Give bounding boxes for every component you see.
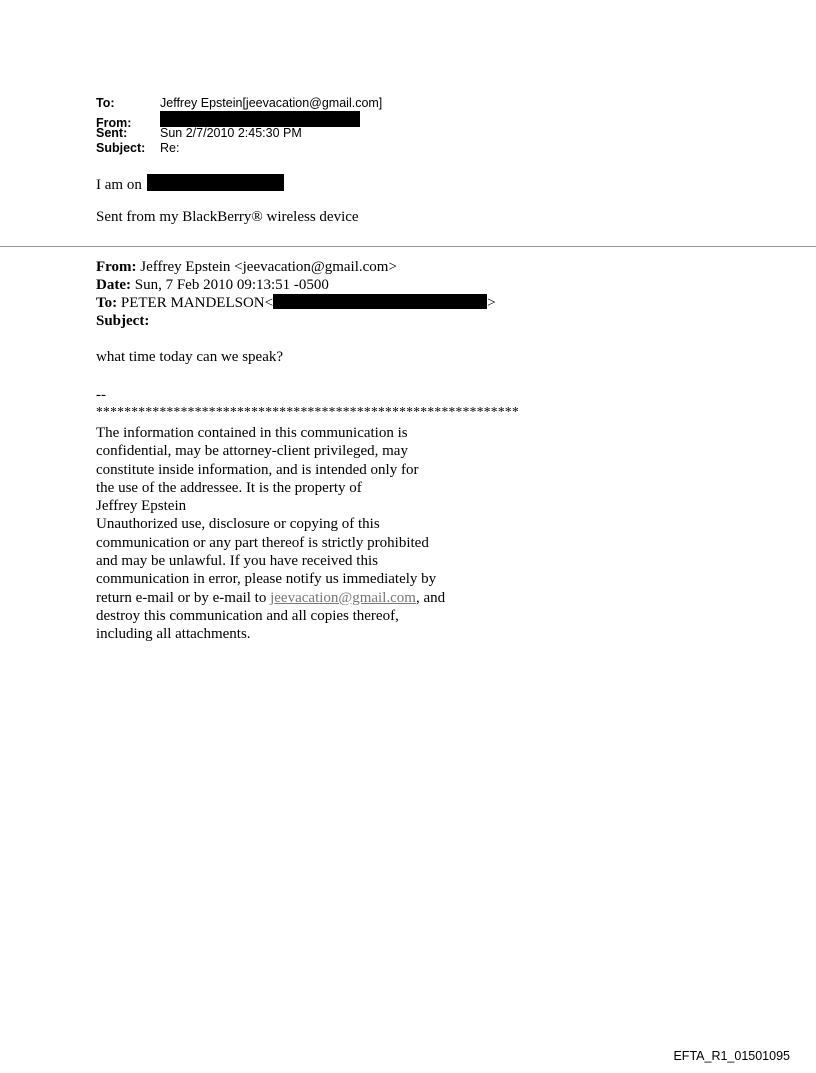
email-link[interactable]: jeevacation@gmail.com xyxy=(270,589,416,606)
quoted-message: what time today can we speak? xyxy=(96,349,284,365)
quoted-subject-label: Subject: xyxy=(96,313,150,329)
disclaimer-line: destroy this communication and all copies thereof, xyxy=(96,607,399,624)
sent-label: Sent: xyxy=(96,126,128,140)
disclaimer-line: constitute inside information, and is intended only for xyxy=(96,461,419,478)
disclaimer-line: confidential, may be attorney-client privileged, may xyxy=(96,443,408,460)
disclaimer-text: return e-mail or by e-mail to xyxy=(96,589,271,606)
quoted-to-value: PETER MANDELSON< xyxy=(120,295,274,311)
from-label: From: xyxy=(96,116,132,130)
quoted-to-trailing: > xyxy=(487,295,496,311)
confidentiality-disclaimer xyxy=(96,424,445,644)
quoted-header xyxy=(96,258,496,330)
header-to-row xyxy=(96,96,382,111)
quoted-from-row xyxy=(96,258,496,276)
asterisk-separator: ************************************************************ xyxy=(96,404,519,419)
header-subject-row xyxy=(96,141,382,156)
redaction-bar xyxy=(147,174,284,191)
disclaimer-line: Unauthorized use, disclosure or copying of this xyxy=(96,516,380,533)
signature-dashes: -- xyxy=(96,387,106,403)
reply-signature: Sent from my BlackBerry® wireless device xyxy=(96,209,359,225)
disclaimer-line: the use of the addressee. It is the property of xyxy=(96,479,362,496)
subject-label: Subject: xyxy=(96,141,146,155)
quoted-from-label: From: xyxy=(96,259,137,275)
redaction-bar xyxy=(273,294,487,309)
disclaimer-line: communication in error, please notify us immediately by xyxy=(96,571,437,588)
quoted-to-label: To: xyxy=(96,295,118,311)
header-sent-row xyxy=(96,126,382,141)
reply-text: I am on xyxy=(96,177,142,193)
to-value: Jeffrey Epstein[jeevacation@gmail.com] xyxy=(160,96,383,110)
quoted-to-row xyxy=(96,294,496,312)
quoted-from-value: Jeffrey Epstein <jeevacation@gmail.com> xyxy=(140,259,397,275)
disclaimer-line: including all attachments. xyxy=(96,626,251,643)
to-label: To: xyxy=(96,96,115,110)
disclaimer-line: communication or any part thereof is strictly prohibited xyxy=(96,534,429,551)
quoted-date-row xyxy=(96,276,496,294)
redaction-bar xyxy=(160,111,360,127)
sent-value: Sun 2/7/2010 2:45:30 PM xyxy=(160,126,302,140)
reply-line xyxy=(96,174,284,194)
document-id: EFTA_R1_01501095 xyxy=(673,1049,790,1063)
quoted-date-value: Sun, 7 Feb 2010 09:13:51 -0500 xyxy=(134,277,329,293)
quoted-subject-row xyxy=(96,312,496,330)
email-header xyxy=(96,96,382,156)
disclaimer-line: and may be unlawful. If you have received this xyxy=(96,553,378,570)
disclaimer-line xyxy=(96,589,445,607)
disclaimer-line: Jeffrey Epstein xyxy=(96,498,187,515)
disclaimer-text: , and xyxy=(415,589,446,606)
quoted-date-label: Date: xyxy=(96,277,131,293)
header-from-row xyxy=(96,111,382,130)
separator-line xyxy=(0,246,816,247)
subject-value: Re: xyxy=(160,141,180,155)
disclaimer-line: The information contained in this communication is xyxy=(96,425,408,441)
